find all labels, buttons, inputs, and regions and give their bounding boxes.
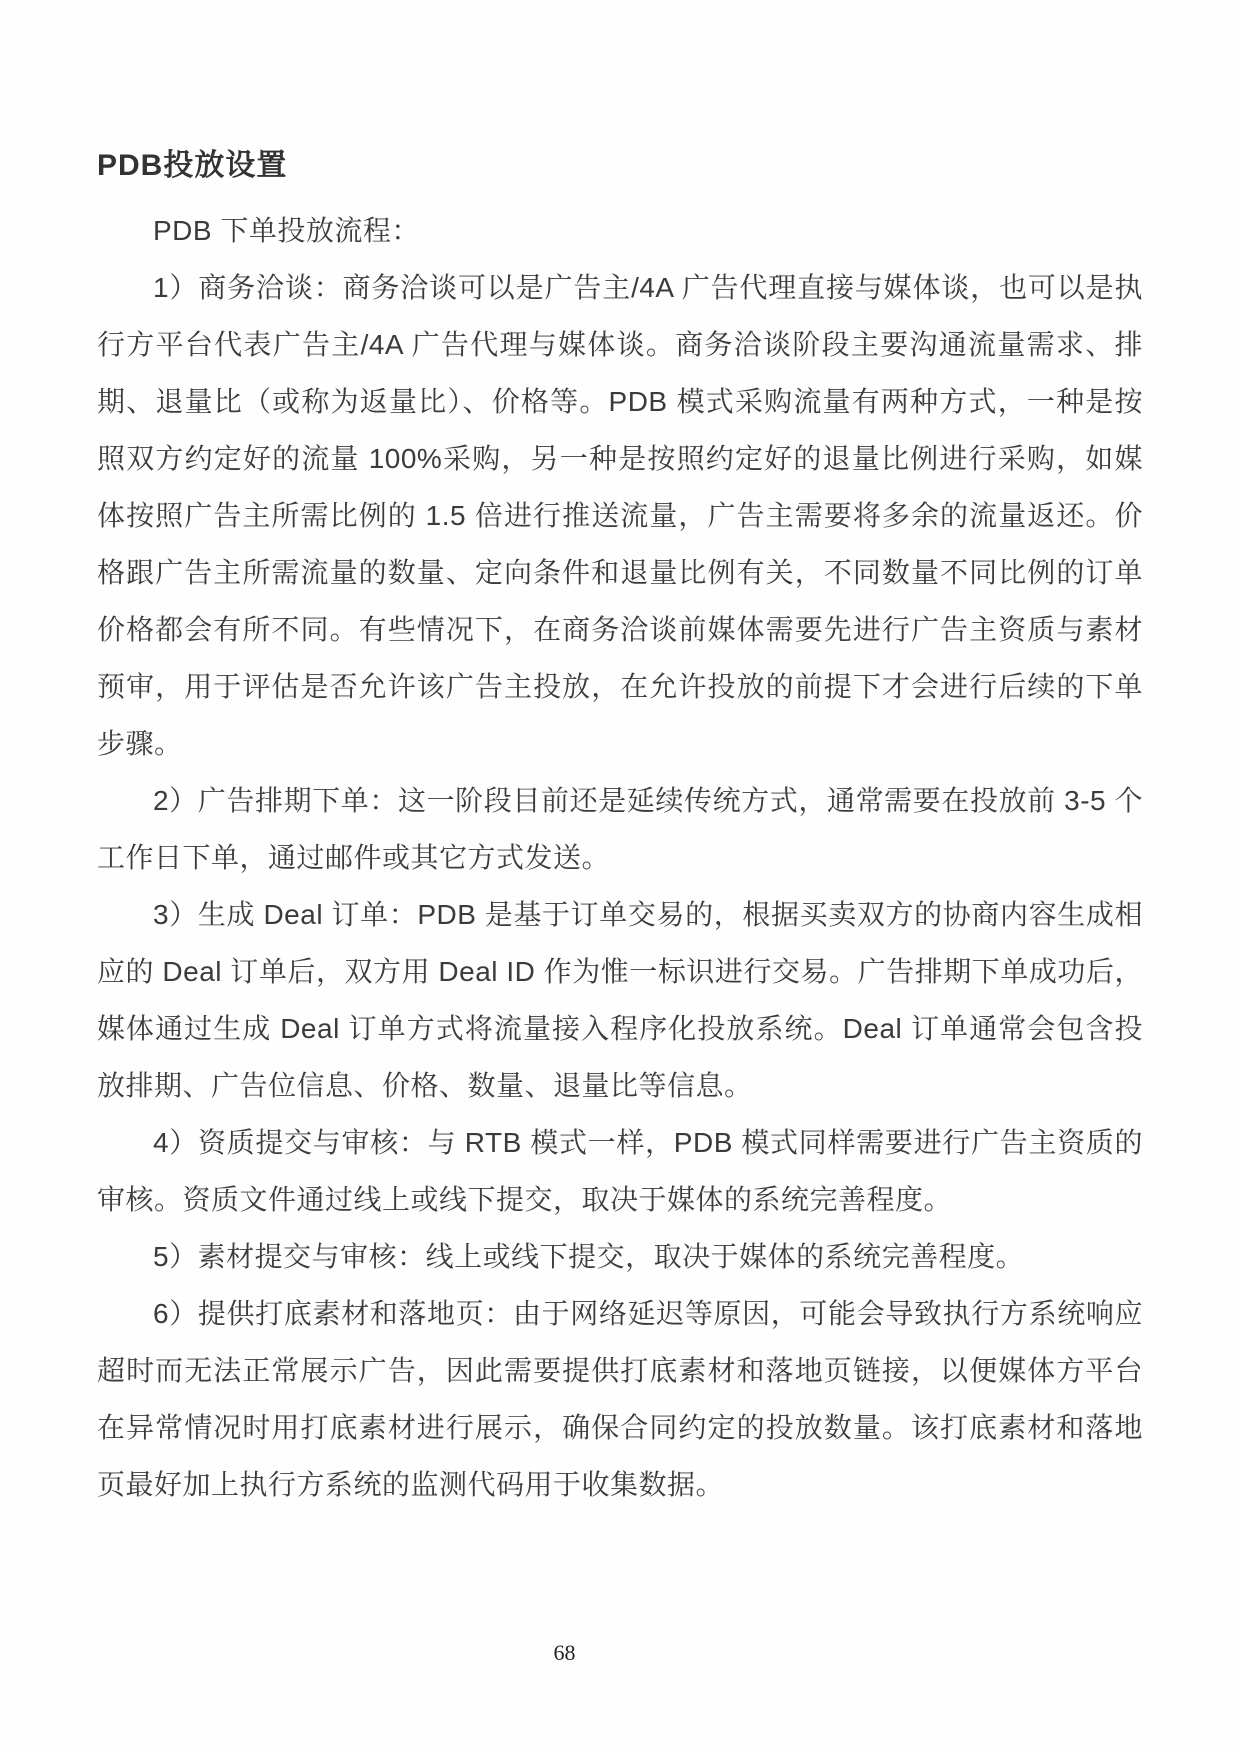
document-body (97, 202, 1143, 1513)
page-number: 68 (553, 1640, 576, 1665)
paragraph-fallback-creative: 6）提供打底素材和落地页：由于网络延迟等原因，可能会导致执行方系统响应超时而无法正常展示广告，因此需要提供打底素材和落地页链接，以便媒体方平台在异常情况时用打底素材进行展示，确保合同约定的投放数量。该打底素材和落地页最好加上执行方系统的监测代码用于收集数据。 (97, 1298, 1143, 1500)
page-title: PDB投放设置 (97, 149, 288, 182)
paragraph-creative-review: 5）素材提交与审核：线上或线下提交，取决于媒体的系统完善程度。 (153, 1241, 1025, 1272)
paragraph-qualification-review: 4）资质提交与审核：与 RTB 模式一样，PDB 模式同样需要进行广告主资质的审核。资质文件通过线上或线下提交，取决于媒体的系统完善程度。 (97, 1127, 1143, 1215)
paragraph-deal-order: 3）生成 Deal 订单：PDB 是基于订单交易的，根据买卖双方的协商内容生成相应的 Deal 订单后，双方用 Deal ID 作为惟一标识进行交易。广告排期下单成功后，媒体通过生成 Deal 订单方式将流量接入程序化投放系统。Deal 订单通常会包含投放排期、广告位信息、价格、数量、退量比等信息。 (97, 899, 1143, 1101)
paragraph-business-negotiation: 1）商务洽谈：商务洽谈可以是广告主/4A 广告代理直接与媒体谈，也可以是执行方平台代表广告主/4A 广告代理与媒体谈。商务洽谈阶段主要沟通流量需求、排期、退量比（或称为返量比）、价格等。PDB 模式采购流量有两种方式，一种是按照双方约定好的流量 100%采购，另一种是按照约定好的退量比例进行采购，如媒体按照广告主所需比例的 1.5 倍进行推送流量，广告主需要将多余的流量返还。价格跟广告主所需流量的数量、定向条件和退量比例有关，不同数量不同比例的订单价格都会有所不同。有些情况下，在商务洽谈前媒体需要先进行广告主资质与素材预审，用于评估是否允许该广告主投放，在允许投放的前提下才会进行后续的下单步骤。 (97, 272, 1143, 759)
paragraph-ad-schedule-order: 2）广告排期下单：这一阶段目前还是延续传统方式，通常需要在投放前 3-5 个工作日下单，通过邮件或其它方式发送。 (97, 785, 1143, 873)
intro-line: PDB 下单投放流程： (153, 215, 420, 246)
